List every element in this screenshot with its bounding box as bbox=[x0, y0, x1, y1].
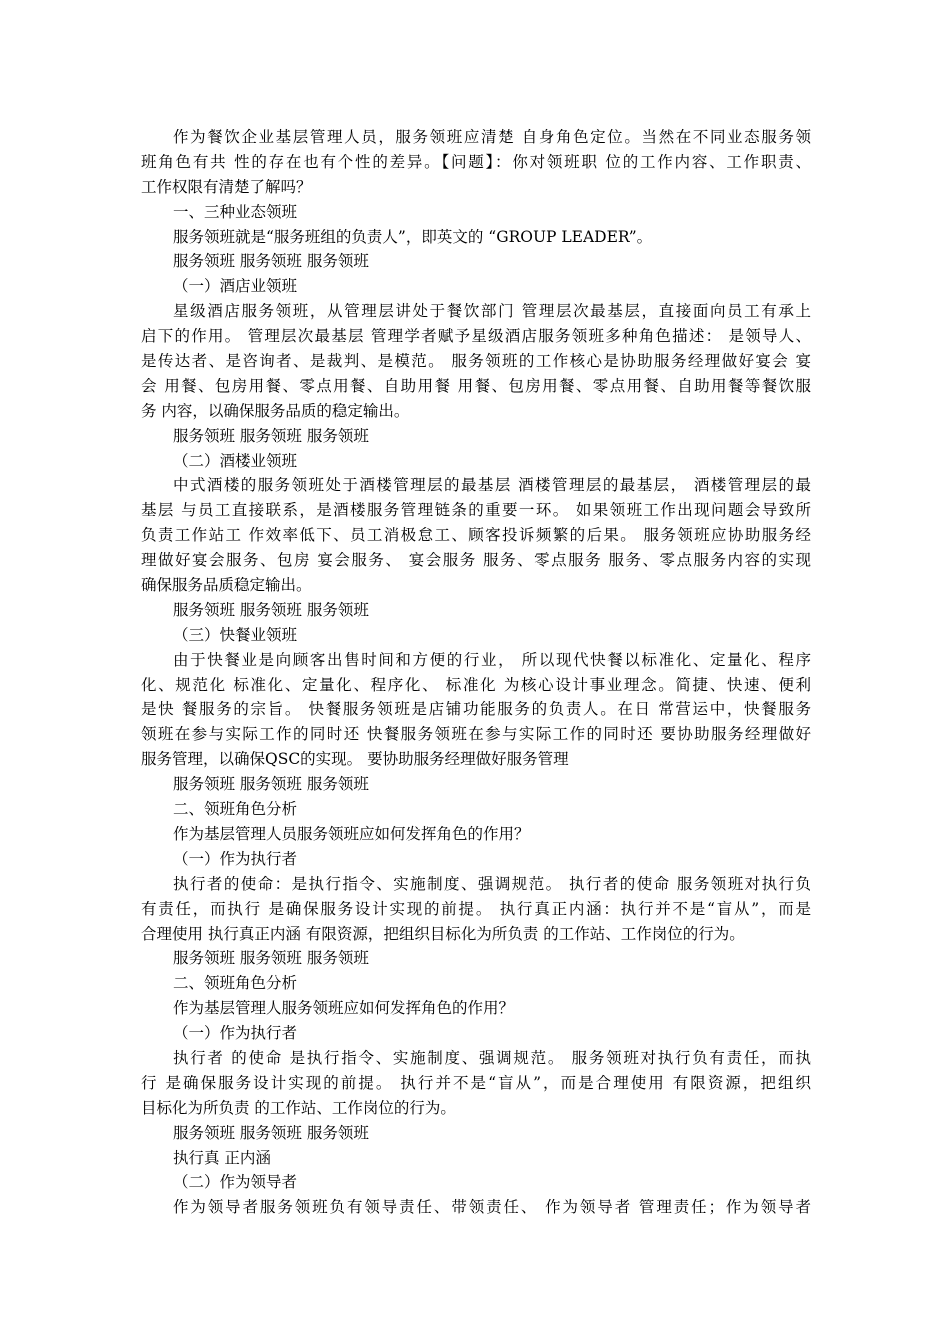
repeated-label: 服务领班 服务领班 服务领班 bbox=[173, 252, 369, 271]
paragraph-line: 服务管理，以确保QSC的实现。 要协助服务经理做好服务管理 bbox=[141, 750, 569, 769]
paragraph-line: 工作权限有清楚了解吗？ bbox=[141, 177, 312, 196]
subsection-heading: （二）酒楼业领班 bbox=[173, 451, 298, 470]
paragraph-line: 是快 餐服务的宗旨。 快餐服务领班是店铺功能服务的负责人。在日 常营运中，快餐服务 bbox=[141, 700, 811, 719]
subsection-heading: （一）作为执行者 bbox=[173, 849, 298, 868]
paragraph-line: 服务领班就是“服务班组的负责人”，即英文的 “GROUP LEADER”。 bbox=[173, 227, 653, 246]
text-line: 执行真 正内涵 bbox=[173, 1148, 271, 1167]
paragraph-line: 执行者的使命：是执行指令、实施制度、强调规范。 执行者的使命 服务领班对执行负 bbox=[173, 874, 811, 893]
subsection-heading: （三）快餐业领班 bbox=[173, 625, 298, 644]
paragraph-line: 基层 与员工直接联系，是酒楼服务管理链条的重要一环。 如果领班工作出现问题会导致所 bbox=[141, 501, 811, 520]
paragraph-line: 中式酒楼的服务领班处于酒楼管理层的最基层 酒楼管理层的最基层， 酒楼管理层的最 bbox=[173, 476, 811, 495]
paragraph-line: 务 内容，以确保服务品质的稳定输出。 bbox=[141, 401, 410, 420]
subsection-heading: （一）作为执行者 bbox=[173, 1024, 298, 1043]
paragraph-line: 合理使用 执行真正内涵 有限资源，把组织目标化为所负责 的工作站、工作岗位的行为。 bbox=[141, 924, 745, 943]
paragraph-line: 确保服务品质稳定输出。 bbox=[141, 576, 312, 595]
paragraph-line: 星级酒店服务领班，从管理层讲处于餐饮部门 管理层次最基层，直接面向员工有承上 bbox=[173, 302, 811, 321]
paragraph-line: 理做好宴会服务、包房 宴会服务、 宴会服务 服务、零点服务 服务、零点服务内容的实现 bbox=[141, 551, 811, 570]
repeated-label: 服务领班 服务领班 服务领班 bbox=[173, 600, 369, 619]
paragraph-line: 领班在参与实际工作的同时还 快餐服务领班在参与实际工作的同时还 要协助服务经理做好 bbox=[141, 725, 811, 744]
paragraph-line: 作为餐饮企业基层管理人员，服务领班应清楚 自身角色定位。当然在不同业态服务领 bbox=[173, 128, 811, 146]
repeated-label: 服务领班 服务领班 服务领班 bbox=[173, 949, 369, 968]
subsection-heading: （二）作为领导者 bbox=[173, 1173, 298, 1192]
paragraph-line: 执行者 的使命 是执行指令、实施制度、强调规范。 服务领班对执行负有责任，而执 bbox=[173, 1048, 811, 1067]
subsection-heading: （一）酒店业领班 bbox=[173, 277, 298, 296]
paragraph-line: 有责任，而执行 是确保服务设计实现的前提。 执行真正内涵：执行并不是“盲从”，而是 bbox=[141, 899, 811, 918]
question-line: 作为基层管理人服务领班应如何发挥角色的作用？ bbox=[173, 999, 515, 1018]
paragraph-line: 负责工作站工 作效率低下、员工消极怠工、顾客投诉频繁的后果。 服务领班应协助服务经 bbox=[141, 526, 811, 545]
repeated-label: 服务领班 服务领班 服务领班 bbox=[173, 426, 369, 445]
paragraph-line: 化、规范化 标准化、定量化、程序化、 标准化 为核心设计事业理念。简捷、快速、便利 bbox=[141, 675, 811, 694]
paragraph-line: 行 是确保服务设计实现的前提。 执行并不是“盲从”，而是合理使用 有限资源，把组织 bbox=[141, 1073, 811, 1092]
section-heading: 一、三种业态领班 bbox=[173, 202, 298, 221]
document-body bbox=[141, 125, 811, 1220]
section-heading: 二、领班角色分析 bbox=[173, 800, 298, 819]
paragraph-line: 启下的作用。 管理层次最基层 管理学者赋予星级酒店服务领班多种角色描述： 是领导人、 bbox=[141, 327, 811, 346]
question-line: 作为基层管理人员服务领班应如何发挥角色的作用？ bbox=[173, 824, 530, 843]
paragraph-line: 由于快餐业是向顾客出售时间和方便的行业， 所以现代快餐以标准化、定量化、程序 bbox=[173, 650, 811, 669]
paragraph-line: 会 用餐、包房用餐、零点用餐、自助用餐 用餐、包房用餐、零点用餐、自助用餐等餐饮服 bbox=[141, 376, 811, 395]
section-heading: 二、领班角色分析 bbox=[173, 974, 298, 993]
paragraph-line: 班角色有共 性的存在也有个性的差异。【问题】：你对领班职 位的工作内容、工作职责、 bbox=[141, 152, 811, 171]
paragraph-line: 作为领导者服务领班负有领导责任、带领责任、 作为领导者 管理责任；作为领导者 bbox=[173, 1198, 811, 1217]
repeated-label: 服务领班 服务领班 服务领班 bbox=[173, 775, 369, 794]
paragraph-line: 是传达者、是咨询者、是裁判、是模范。 服务领班的工作核心是协助服务经理做好宴会 宴 bbox=[141, 352, 811, 371]
repeated-label: 服务领班 服务领班 服务领班 bbox=[173, 1123, 369, 1142]
paragraph-line: 目标化为所负责 的工作站、工作岗位的行为。 bbox=[141, 1098, 456, 1117]
